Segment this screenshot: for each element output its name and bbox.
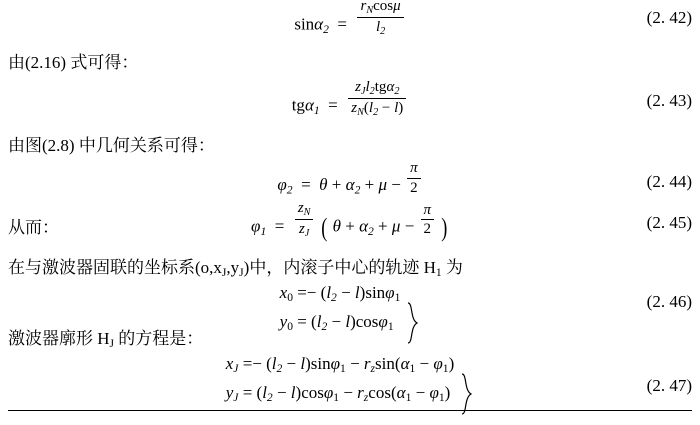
equation-number-2-42: (2. 42) <box>646 8 692 27</box>
equation-number-2-45: (2. 45) <box>646 213 692 232</box>
equation-2-45-body: $\varphi_1$ = $\frac{z_N}{z_J}$ ( $\theta + \alpha_2 + \mu$ − $\frac{\pi}{2}$ ) <box>251 200 448 242</box>
right-brace <box>406 301 420 345</box>
equation-2-46-system <box>280 279 421 345</box>
lead-profile-part2: 的方程是： <box>114 329 204 348</box>
equation-2-43-body: tgα$_1$ = $\frac{z_Jl_2tg\alpha_2}{z_N(l_2 - l)}$ <box>292 87 409 127</box>
equation-number-2-43: (2. 43) <box>646 91 692 110</box>
equation-2-44-body: $\varphi_2 = \theta + \alpha_2 + \mu$ − $\frac{\pi}{2}$ <box>277 168 422 204</box>
lead-coord-sub2: J <box>239 266 244 280</box>
paragraph-lead-coord <box>8 253 463 279</box>
fraction: $\frac{z_Jl_2tg\alpha_2}{z_N(l_2 - l)}$ <box>348 79 406 119</box>
lead-coord-part1: 在与激波器固联的坐标系(o,x <box>8 258 222 277</box>
page-rule <box>8 410 692 411</box>
equation-2-43 <box>0 79 700 127</box>
lead-profile-sub: J <box>109 337 115 351</box>
equation-2-46-line2: $y_0 = (l_2 - l)\cos\varphi_1$ <box>279 311 394 333</box>
paragraph-lead-thus: 从而： <box>8 218 59 237</box>
paragraph-lead-profile <box>8 324 203 350</box>
fraction: $\frac{r_N\cos\mu}{l_2}$ <box>357 0 403 38</box>
paragraph-lead-2-8: 由图(2.8) 中几何关系可得： <box>8 136 215 155</box>
lead-coord-part3: )中，内滚子中心的轨迹 H <box>243 258 436 277</box>
lead-coord-sub3: 1 <box>435 266 442 280</box>
equation-number-2-47: (2. 47) <box>646 376 692 395</box>
equation-2-47-line1: $x_J =- (l_2 - l)\sin\varphi_1 - r_z\sin(\alpha_1 - \varphi_1)$ <box>225 354 455 376</box>
lead-coord-sub1: J <box>221 266 227 280</box>
equation-2-46-line1: $x_0 =- (l_2 - l)\sin\varphi_1$ <box>279 283 401 305</box>
fraction-pi-2: $\frac{\pi}{2}$ <box>407 160 421 196</box>
equation-2-44 <box>0 160 700 204</box>
fraction-pi-2: $\frac{\pi}{2}$ <box>421 202 435 238</box>
equation-2-42-body: sinα$_2$ = $\frac{r_N\cos\mu}{l_2}$ <box>294 6 405 46</box>
equation-2-47-system <box>226 350 474 416</box>
equation-number-2-44: (2. 44) <box>646 172 692 191</box>
equation-2-47-line2: $y_J = (l_2 - l)\cos\varphi_1 - r_z\cos(\alpha_1 - \varphi_1)$ <box>225 382 451 404</box>
lead-coord-part4: 为 <box>441 258 463 277</box>
equation-2-42 <box>0 0 700 46</box>
lead-profile-part1: 激波器廓形 H <box>8 329 110 348</box>
lead-coord-part2: ,y <box>226 258 240 277</box>
equation-2-45 <box>0 200 700 248</box>
equation-2-47 <box>0 350 700 416</box>
equation-number-2-46: (2. 46) <box>646 292 692 311</box>
paragraph-lead-2-16: 由(2.16) 式可得： <box>8 53 139 72</box>
fraction-zn-zj: $\frac{z_N}{z_J}$ <box>295 200 314 240</box>
